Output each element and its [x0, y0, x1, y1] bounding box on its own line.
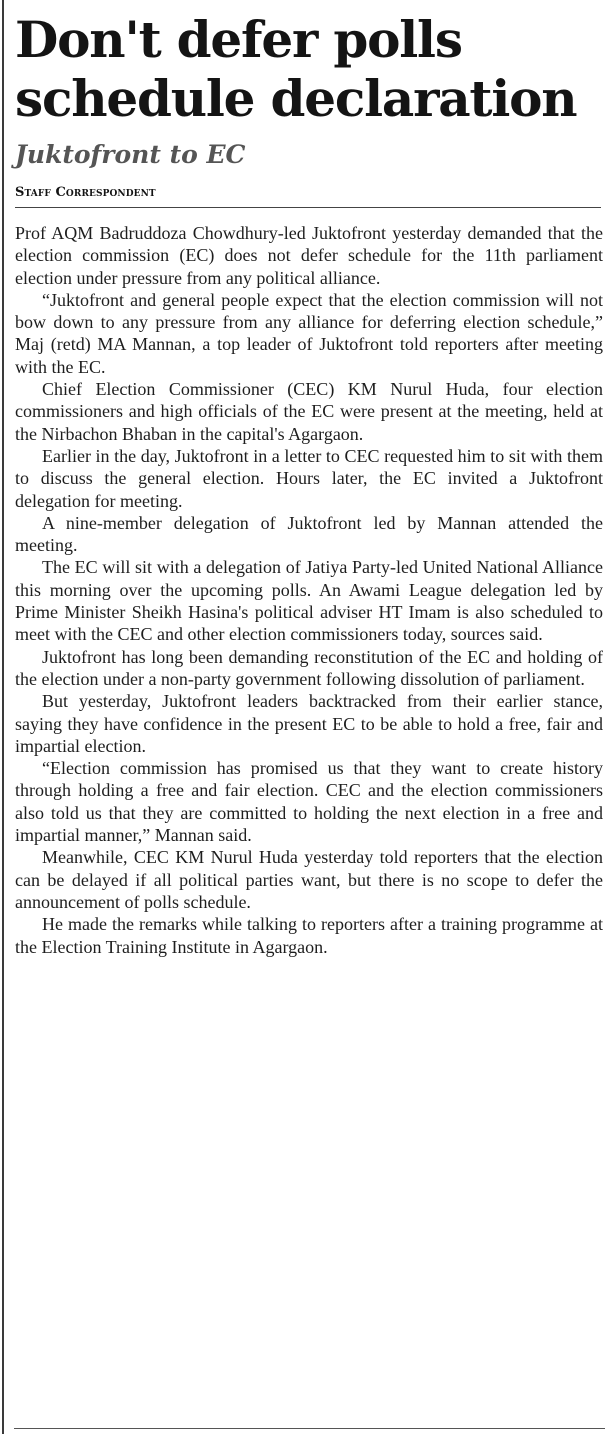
paragraph: “Election commission has promised us that they want to create history through holding a free and fair election. CEC and the election commissioners also told us that they are committed to holding the next election in a free and impartial manner,” Mannan said.: [15, 758, 603, 846]
headline-line-2: schedule declaration: [15, 69, 577, 128]
subheadline: Juktofront to EC: [15, 140, 246, 169]
paragraph: “Juktofront and general people expect that the election commission will not bow down to any pressure from any alliance for deferring election schedule,” Maj (retd) MA Mannan, a top leader of Juktofront told reporters after meeting with the EC.: [15, 289, 603, 377]
headline-line-1: Don't defer polls: [15, 10, 462, 69]
column-rule-left: [2, 0, 4, 1434]
paragraph: A nine-member delegation of Juktofront led by Mannan attended the meeting.: [15, 512, 603, 556]
paragraph: But yesterday, Juktofront leaders backtracked from their earlier stance, saying they have confidence in the present EC to be able to hold a free, fair and impartial election.: [15, 691, 603, 756]
news-article: [15, 0, 605, 958]
bottom-divider: [14, 1428, 605, 1429]
byline-divider: [15, 207, 601, 208]
headline: [15, 0, 605, 128]
paragraph: Chief Election Commissioner (CEC) KM Nurul Huda, four election commissioners and high officials of the EC were present at the meeting, held at the Nirbachon Bhaban in the capital's Agargaon.: [15, 379, 603, 444]
paragraph: Juktofront has long been demanding reconstitution of the EC and holding of the election under a non-party government following dissolution of parliament.: [15, 646, 603, 689]
byline: Staff Correspondent: [15, 185, 156, 200]
paragraph: Earlier in the day, Juktofront in a letter to CEC requested him to sit with them to discuss the general election. Hours later, the EC invited a Juktofront delegation for meeting.: [15, 445, 603, 511]
paragraph: He made the remarks while talking to reporters after a training programme at the Election Training Institute in Agargaon.: [15, 914, 603, 957]
article-body: [15, 222, 603, 958]
paragraph: The EC will sit with a delegation of Jatiya Party-led United National Alliance this morning over the upcoming polls. An Awami League delegation led by Prime Minister Sheikh Hasina's political adviser HT Imam is also scheduled to meet with the CEC and other election commissioners today, sources said.: [15, 557, 603, 645]
paragraph: Meanwhile, CEC KM Nurul Huda yesterday told reporters that the election can be delayed if all political parties want, but there is no scope to defer the announcement of polls schedule.: [15, 847, 603, 912]
paragraph: Prof AQM Badruddoza Chowdhury-led Juktofront yesterday demanded that the election commission (EC) does not defer schedule for the 11th parliament election under pressure from any political alliance.: [15, 223, 603, 288]
